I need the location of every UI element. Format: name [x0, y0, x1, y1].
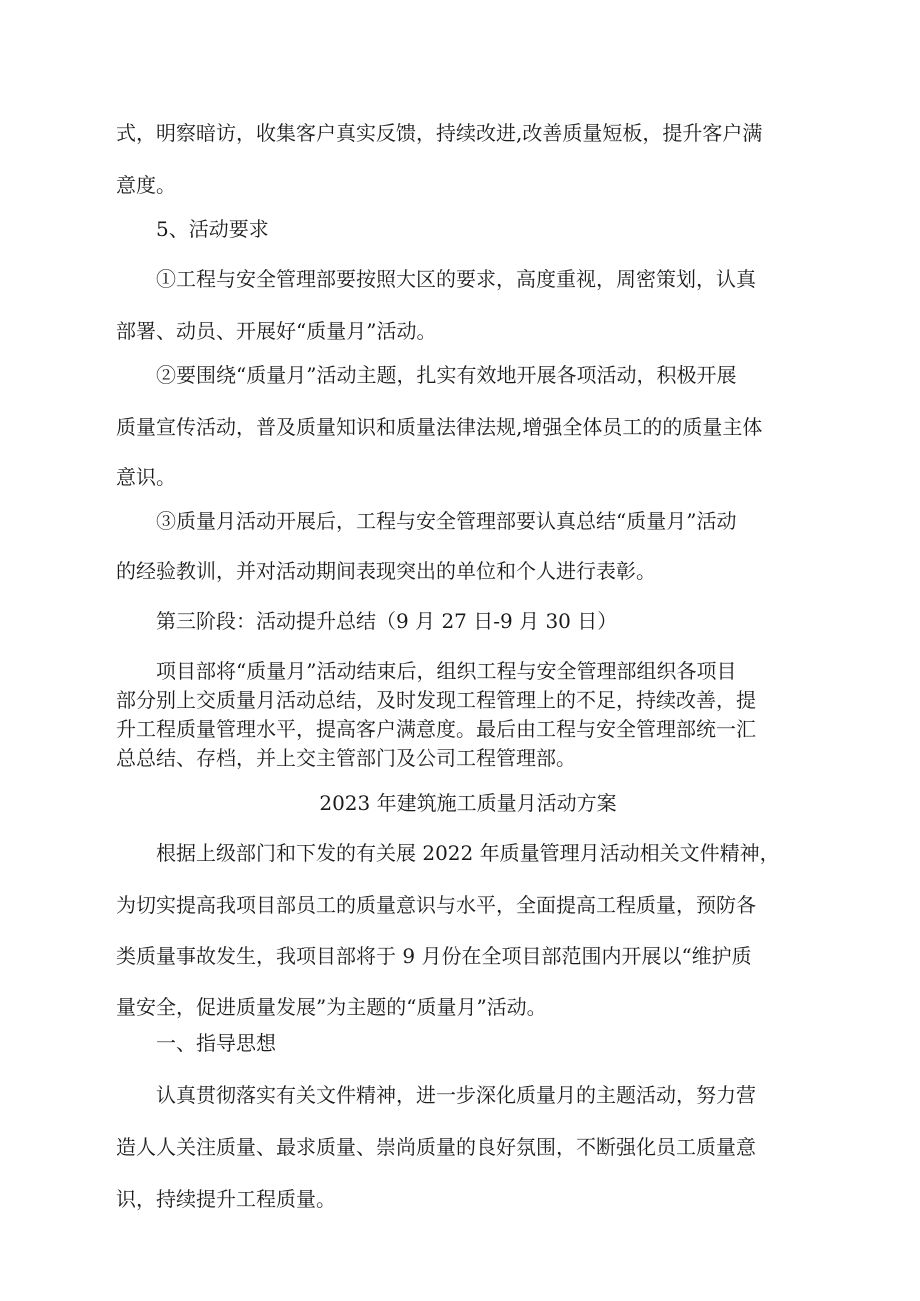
paragraph-line: 量安全，促进质量发展”为主题的“质量月”活动。 — [116, 995, 547, 1019]
paragraph-line: 认真贯彻落实有关文件精神，进一步深化质量月的主题活动，努力营 — [156, 1083, 756, 1107]
paragraph-line: 式，明察暗访，收集客户真实反馈，持续改进,改善质量短板，提升客户满 — [116, 121, 763, 145]
guiding-heading — [116, 1030, 820, 1056]
requirement-item-2 — [116, 362, 820, 490]
paragraph-line: 质量宣传活动，普及质量知识和质量法律法规,增强全体员工的的质量主体 — [116, 415, 763, 439]
paragraph-line: 升工程质量管理水平，提高客户满意度。最后由工程与安全管理部统一汇 — [116, 717, 756, 741]
guiding-paragraph — [116, 1082, 820, 1212]
paragraph-line: 造人人关注质量、最求质量、崇尚质量的良好氛围，不断强化员工质量意 — [116, 1135, 756, 1159]
document-title — [116, 790, 820, 816]
section-heading — [116, 216, 820, 242]
paragraph-line: ③质量月活动开展后，工程与安全管理部要认真总结“质量月”活动 — [156, 509, 737, 533]
paragraph-line: 为切实提高我项目部员工的质量意识与水平，全面提高工程质量，预防各 — [116, 893, 756, 917]
title-text: 2023 年建筑施工质量月活动方案 — [319, 791, 617, 815]
heading-text: 5、活动要求 — [156, 217, 269, 241]
paragraph-line: ①工程与安全管理部要按照大区的要求，高度重视，周密策划，认真 — [156, 267, 756, 291]
paragraph-line: 部署、动员、开展好“质量月”活动。 — [116, 319, 437, 343]
paragraph-line: 类质量事故发生，我项目部将于 9 月份在全项目部范围内开展以“维护质 — [116, 944, 752, 968]
paragraph-line: ②要围绕“质量月”活动主题，扎实有效地开展各项活动，积极开展 — [156, 363, 737, 387]
heading-text: 第三阶段：活动提升总结（9 月 27 日-9 月 30 日） — [156, 609, 618, 633]
paragraph-line: 根据上级部门和下发的有关展 2022 年质量管理月活动相关文件精神， — [156, 841, 780, 865]
paragraph-line: 部分别上交质量月活动总结，及时发现工程管理上的不足，持续改善，提 — [116, 688, 756, 712]
paragraph-line: 意识。 — [116, 465, 176, 489]
paragraph-line: 总总结、存档，并上交主管部门及公司工程管理部。 — [116, 746, 576, 770]
paragraph-line: 的经验教训，并对活动期间表现突出的单位和个人进行表彰。 — [116, 559, 656, 583]
requirement-item-3 — [116, 508, 820, 584]
paragraph-line: 意度。 — [116, 173, 176, 197]
summary-paragraph — [116, 658, 820, 771]
paragraph-continuation — [116, 120, 820, 198]
paragraph-line: 项目部将“质量月”活动结束后，组织工程与安全管理部组织各项目 — [156, 659, 737, 683]
requirement-item-1 — [116, 266, 820, 344]
paragraph-line: 识，持续提升工程质量。 — [116, 1187, 336, 1211]
phase-heading — [116, 608, 820, 634]
heading-text: 一、指导思想 — [156, 1031, 276, 1055]
intro-paragraph — [116, 840, 820, 1020]
